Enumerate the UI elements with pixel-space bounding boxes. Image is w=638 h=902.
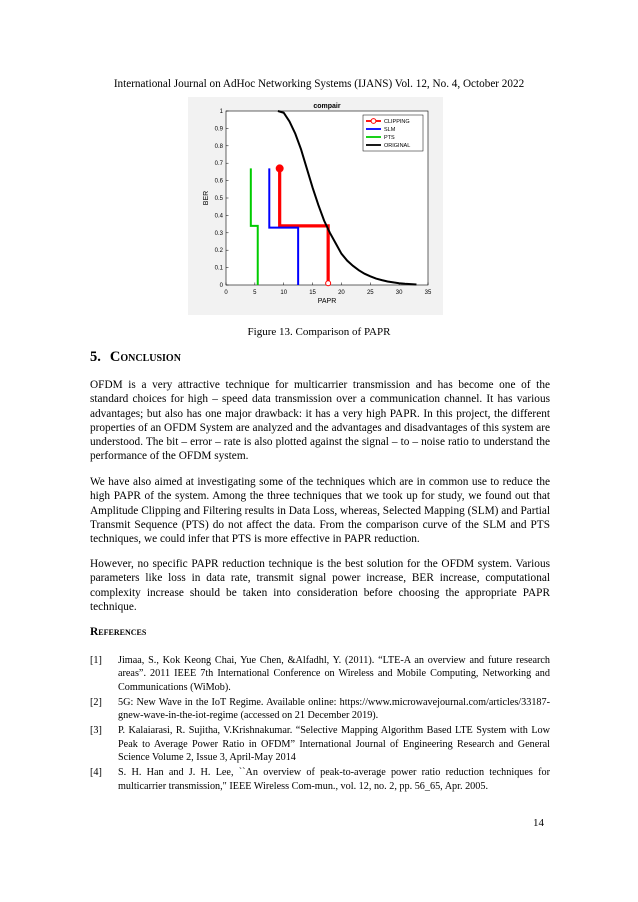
- y-tick-label: 0.6: [214, 178, 223, 185]
- x-axis-label: PAPR: [317, 298, 337, 305]
- x-tick-label: 15: [309, 290, 316, 296]
- y-tick-label: 0.1: [214, 265, 223, 272]
- reference-item: [90, 654, 550, 694]
- x-tick-label: 0: [224, 290, 228, 296]
- reference-item: [90, 724, 550, 764]
- y-axis-label: BER: [203, 190, 210, 206]
- reference-list: [90, 654, 550, 795]
- y-tick-label: 1: [219, 109, 223, 115]
- legend-label: PTS: [384, 135, 395, 141]
- x-tick-label: 25: [366, 290, 374, 296]
- conclusion-paragraph-1: OFDM is a very attractive technique for multicarrier transmission and has become one of the standard choices for high – speed data transmission over a communication channel. It has various advantages; but also has one major drawback: it has a very high PAPR. In this project, the different properties of an OFDM System are analyzed and the advantages and disadvantages of this system are understood. The bit – error – rate is also plotted against the signal – to – noise ratio to understand the performance of the OFDM system.: [90, 379, 550, 463]
- chart-title: compair: [313, 103, 341, 110]
- reference-text: P. Kalaiarasi, R. Sujitha, V.Krishnakumar. “Selective Mapping Algorithm Based LTE System with Low Peak to Average Power Ratio in OFDM” International Journal of Engineering Research and General Science Volume 2, Issue 3, April-May 2014: [118, 725, 550, 764]
- y-tick-label: 0: [219, 283, 223, 289]
- figure-caption: Figure 13. Comparison of PAPR: [247, 326, 391, 338]
- reference-text: 5G: New Wave in the IoT Regime. Available online: https://www.microwavejournal.com/articles/33187-gnew-wave-in-the-iot-regime (accessed on 21 December 2019).: [118, 696, 550, 722]
- conclusion-paragraph-2: We have also aimed at investigating some of the techniques which are in common use to reduce the high PAPR of the system. Among the three techniques that we took up for study, we found out that Amplitude Clipping and Filtering results in Data Loss, whereas, Selected Mapping (SLM) and Partial Transmit Sequence (PTS) do not affect the data. From the comparison curve of the SLM and PTS techniques, we could infer that PTS is more effective in PAPR reduction.: [90, 476, 550, 546]
- reference-text: Jimaa, S., Kok Keong Chai, Yue Chen, &Alfadhl, Y. (2011). “LTE-A an overview and future research areas”. 2011 IEEE 7th International Conference on Wireless and Mobile Computing, Networking and Communications (WiMob).: [118, 655, 550, 693]
- y-tick-label: 0.5: [214, 196, 223, 202]
- reference-number: [1]: [90, 655, 102, 666]
- x-tick-label: 20: [338, 290, 345, 296]
- legend-label: CLIPPING: [384, 119, 410, 125]
- y-tick-label: 0.8: [214, 143, 223, 150]
- legend-label: SLM: [384, 127, 396, 133]
- legend-label: ORIGINAL: [384, 143, 411, 149]
- section-heading: [90, 349, 181, 366]
- y-tick-label: 0.2: [214, 248, 223, 255]
- x-tick-label: 10: [280, 290, 288, 296]
- conclusion-paragraph-3: However, no specific PAPR reduction technique is the best solution for the OFDM system. Various parameters like loss in data rate, transmit signal power increase, BER increase, computational complexity increase should be taken into consideration before choosing the appropriate PAPR technique.: [90, 558, 550, 613]
- series-marker: [276, 165, 283, 172]
- x-tick-label: 35: [424, 290, 432, 296]
- page-number: 14: [533, 817, 544, 829]
- section-number: 5.: [90, 349, 101, 365]
- papr-comparison-chart: [188, 97, 443, 315]
- y-tick-label: 0.9: [214, 126, 223, 133]
- reference-number: [2]: [90, 696, 102, 708]
- references-heading: References: [90, 626, 147, 638]
- section-title: Conclusion: [109, 349, 181, 365]
- legend-marker: [371, 119, 376, 124]
- y-tick-label: 0.7: [214, 161, 223, 168]
- running-header: International Journal on AdHoc Networking Systems (IJANS) Vol. 12, No. 4, October 2022: [113, 78, 525, 90]
- series-marker: [326, 281, 331, 286]
- reference-text: S. H. Han and J. H. Lee, ``An overview of peak-to-average power ratio reduction techniques for multicarrier transmission," IEEE Wireless Com-mun., vol. 12, no. 2, pp. 56_65, Apr. 2005.: [118, 767, 550, 792]
- reference-number: [4]: [90, 767, 102, 779]
- y-tick-label: 0.3: [214, 230, 223, 237]
- x-tick-label: 30: [395, 290, 403, 296]
- y-tick-label: 0.4: [214, 213, 223, 220]
- reference-item: [90, 696, 550, 723]
- papr-comparison-figure: [188, 97, 443, 315]
- reference-item: [90, 766, 550, 793]
- x-tick-label: 5: [253, 290, 257, 296]
- reference-number: [3]: [90, 725, 102, 737]
